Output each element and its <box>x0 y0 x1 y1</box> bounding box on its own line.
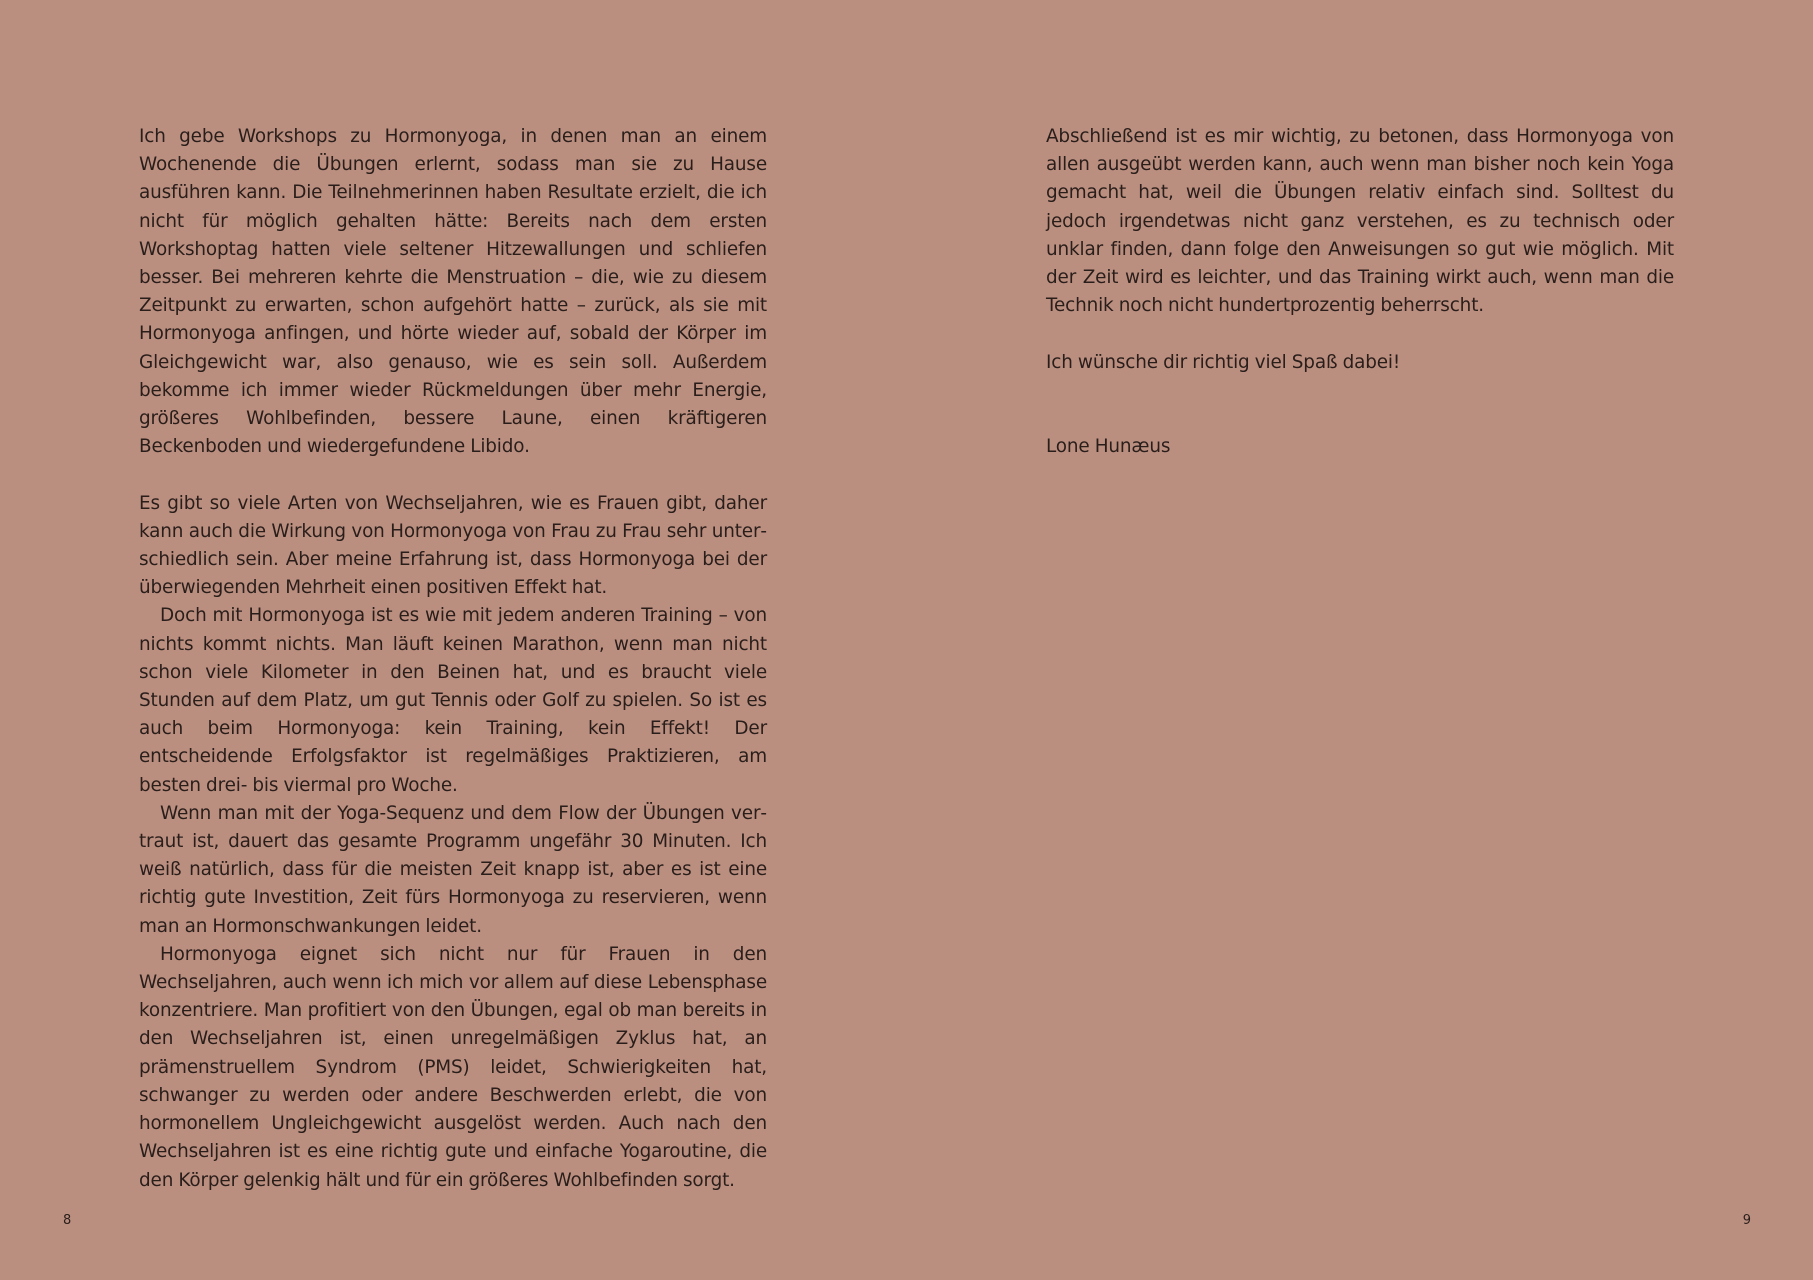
page-number-left: 8 <box>63 1213 72 1228</box>
right-text-column <box>1046 123 1674 461</box>
paragraph-nicht-nur-frauen: Hormonyoga eignet sich nicht nur für Frauen in den Wechseljahren, auch wenn ich mich vor allem auf diese Lebensphase konzentriere. Man profitiert von den Übungen, egal ob man bereits in den Wechseljahren ist, einen unregelmäßigen Zyklus hat, an prämenstruellem Syndrom (PMS) leidet, Schwierigkeiten hat, schwanger zu werden oder andere Beschwerden erlebt, die von hormonellem Ungleichgewicht ausgelöst werden. Auch nach den Wechseljahren ist es eine richtig gute und einfache Yogaroutine, die den Körper gelenkig hält und für ein größeres Wohlbefinden sorgt. <box>139 943 767 1191</box>
paragraph-yoga-sequenz: Wenn man mit der Yoga-Sequenz und dem Flow der Übungen vertraut ist, dauert das gesamte Programm ungefähr 30 Minuten. Ich weiß natürlich, dass für die meisten Zeit knapp ist, aber es ist eine richtig gute Investition, Zeit fürs Hormonyoga zu reservieren, wenn man an Hormonschwankungen leidet. <box>139 802 767 937</box>
left-text-column <box>139 123 767 1195</box>
left-page <box>0 0 906 1280</box>
paragraph-spass: Ich wünsche dir richtig viel Spaß dabei! <box>1046 351 1401 373</box>
page-number-right: 9 <box>1742 1213 1751 1228</box>
paragraph-arten-wechseljahre: Es gibt so viele Arten von Wechseljahren, wie es Frauen gibt, daher kann auch die Wirkung von Hormonyoga von Frau zu Frau sehr unterschiedlich sein. Aber meine Erfahrung ist, dass Hormonyoga bei der überwiegenden Mehrheit einen positiven Effekt hat. <box>139 492 767 599</box>
paragraph-training: Doch mit Hormonyoga ist es wie mit jedem anderen Training – von nichts kommt nichts. Man läuft keinen Marathon, wenn man nicht schon viele Kilometer in den Beinen hat, und es braucht viele Stunden auf dem Platz, um gut Tennis oder Golf zu spielen. So ist es auch beim Hormonyoga: kein Training, kein Effekt! Der entscheidende Erfolgsfaktor ist regelmäßiges Praktizieren, am besten drei- bis viermal pro Woche. <box>139 605 767 796</box>
right-page <box>906 0 1813 1280</box>
paragraph-workshops: Ich gebe Workshops zu Hormonyoga, in denen man an einem Wochenende die Übungen erlernt, sodass man sie zu Hause ausführen kann. Die Teilnehmerinnen haben Resultate erzielt, die ich nicht für möglich gehalten hätte: Bereits nach dem ersten Workshoptag hatten viele seltener Hitzewallungen und schliefen besser. Bei mehreren kehrte die Menstruation – die, wie zu diesem Zeitpunkt zu erwarten, schon aufgehört hatte – zurück, als sie mit Hormonyoga anfingen, und hörte wieder auf, sobald der Körper im Gleichgewicht war, also genauso, wie es sein soll. Außerdem bekomme ich immer wieder Rückmeldungen über mehr Energie, größeres Wohlbefinden, bessere Laune, einen kräftigeren Beckenboden und wiedergefundene Libido. <box>139 126 767 458</box>
author-signature: Lone Hunæus <box>1046 436 1171 458</box>
paragraph-abschliessend: Abschließend ist es mir wichtig, zu betonen, dass Hormonyoga von allen ausgeübt werden kann, auch wenn man bisher noch kein Yoga gemacht hat, weil die Übungen relativ einfach sind. Solltest du jedoch irgendetwas nicht ganz verstehen, es zu technisch oder unklar finden, dann folge den Anweisungen so gut wie möglich. Mit der Zeit wird es leichter, und das Training wirkt auch, wenn man die Technik noch nicht hundertprozentig beherrscht. <box>1046 126 1674 317</box>
